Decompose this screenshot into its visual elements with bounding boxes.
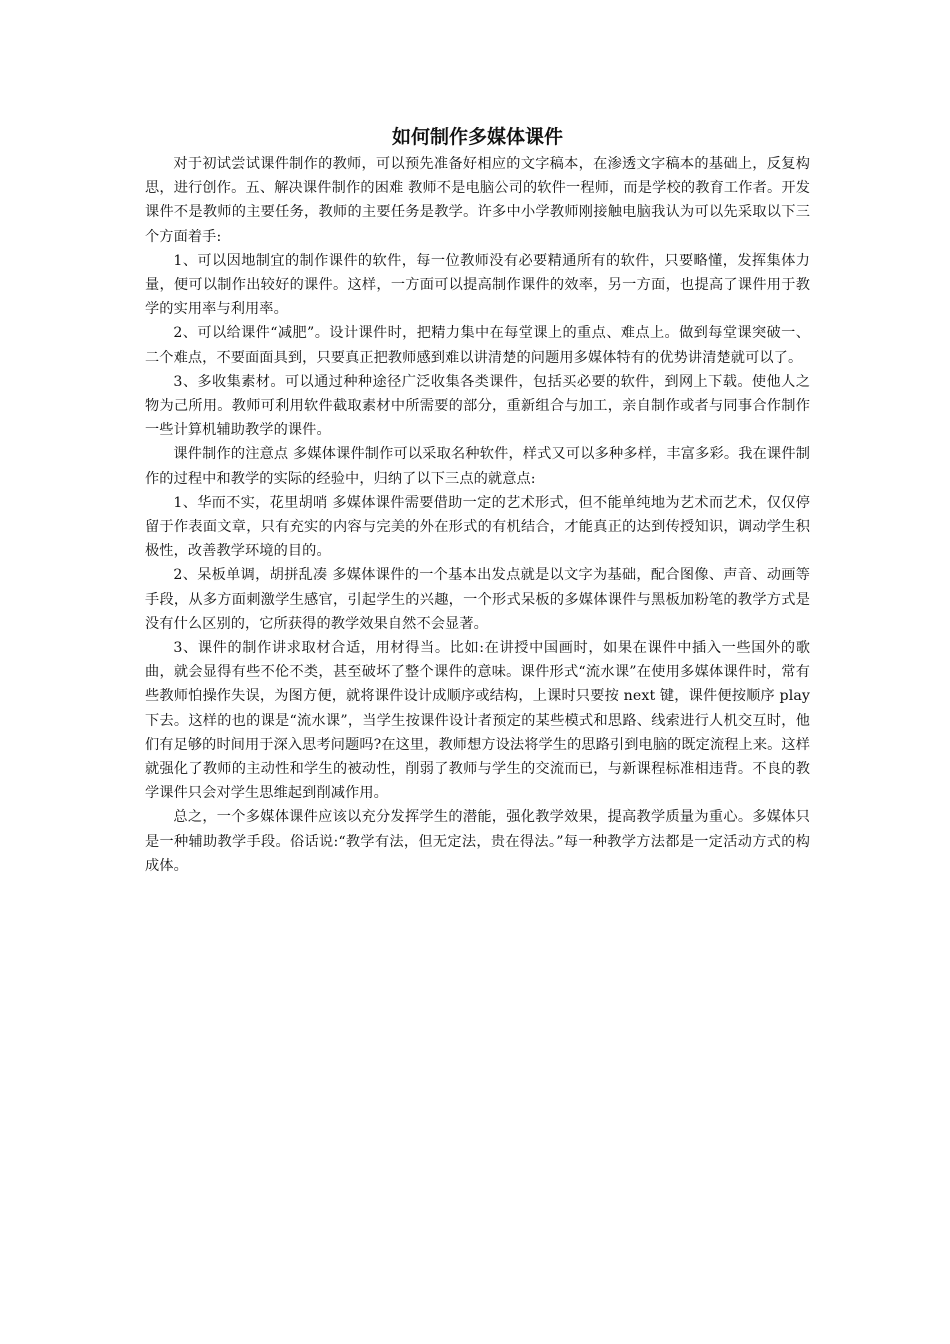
paragraph-notes-intro: 课件制作的注意点 多媒体课件制作可以采取名种软件，样式又可以多种多样，丰富多彩。我在课件制作的过程中和教学的实际的经验中，归纳了以下三点的就意点: (145, 446, 810, 487)
paragraph-note-2: 2、呆板单调，胡拼乱凑 多媒体课件的一个基本出发点就是以文字为基础，配合图像、声音、动画等手段，从多方面刺激学生感官，引起学生的兴趣，一个形式呆板的多媒体课件与黑板加粉笔的教学方式是没有什么区别的，它所获得的教学效果自然不会显著。 (145, 567, 810, 632)
paragraph-note-1: 1、华而不实，花里胡哨 多媒体课件需要借助一定的艺术形式，但不能单纯地为艺术而艺术，仅仅停留于作表面文章，只有充实的内容与完美的外在形式的有机结合，才能真正的达到传授知识，调动学生积极性，改善教学环境的目的。 (145, 494, 810, 560)
document-title: 如何制作多媒体课件 (391, 126, 563, 148)
paragraph-point-1: 1、可以因地制宜的制作课件的软件，每一位教师没有必要精通所有的软件，只要略懂，发挥集体力量，便可以制作出较好的课件。这样，一方面可以提高制作课件的效率，另一方面，也提高了课件用于教学的实用率与利用率。 (145, 252, 810, 318)
paragraph-point-3: 3、多收集素材。可以通过种种途径广泛收集各类课件，包括买必要的软件，到网上下载。使他人之物为己所用。教师可利用软件截取素材中所需要的部分，重新组合与加工，亲自制作或者与同事合作制作一些计算机辅助教学的课件。 (145, 373, 810, 439)
paragraph-note-3: 3、课件的制作讲求取材合适，用材得当。比如:在讲授中国画时，如果在课件中插入一些国外的歌曲，就会显得有些不伦不类，甚至破坏了整个课件的意味。课件形式“流水课”在使用多媒体课件时，常有些教师怕操作失误，为图方便，就将课件设计成顺序或结构，上课时只要按 next 键，课件便按顺序 play 下去。这样的也的课是“流水课”，当学生按课件设计者预定的某些模式和思路、线索进行人机交互时，他们有足够的时间用于深入思考问题吗?在这里，教师想方设法将学生的思路引到电脑的既定流程上来。这样就强化了教师的主动性和学生的被动性，削弱了教师与学生的交流而已，与新课程标准相违背。不良的教学课件只会对学生思维起到削减作用。 (145, 640, 810, 802)
paragraph-intro: 对于初试尝试课件制作的教师，可以预先准备好相应的文字稿本，在渗透文字稿本的基础上，反复构思，进行创作。五、解决课件制作的困难 教师不是电脑公司的软件一程师，而是学校的教育工作者。开发课件不是教师的主要任务，教师的主要任务是教学。许多中小学教师刚接触电脑我认为可以先采取以下三个方面着手: (145, 156, 810, 245)
paragraph-point-2: 2、可以给课件“减肥”。设计课件时，把精力集中在每堂课上的重点、难点上。做到每堂课突破一、二个难点，不要面面具到，只要真正把教师感到难以讲清楚的问题用多媒体特有的优势讲清楚就可以了。 (145, 325, 810, 366)
document-body (145, 122, 810, 878)
paragraph-conclusion: 总之，一个多媒体课件应该以充分发挥学生的潜能，强化教学效果，提高教学质量为重心。多媒体只是一种辅助教学手段。俗话说:“教学有法，但无定法，贵在得法。”每一种教学方法都是一定活动方式的构成体。 (145, 809, 810, 874)
